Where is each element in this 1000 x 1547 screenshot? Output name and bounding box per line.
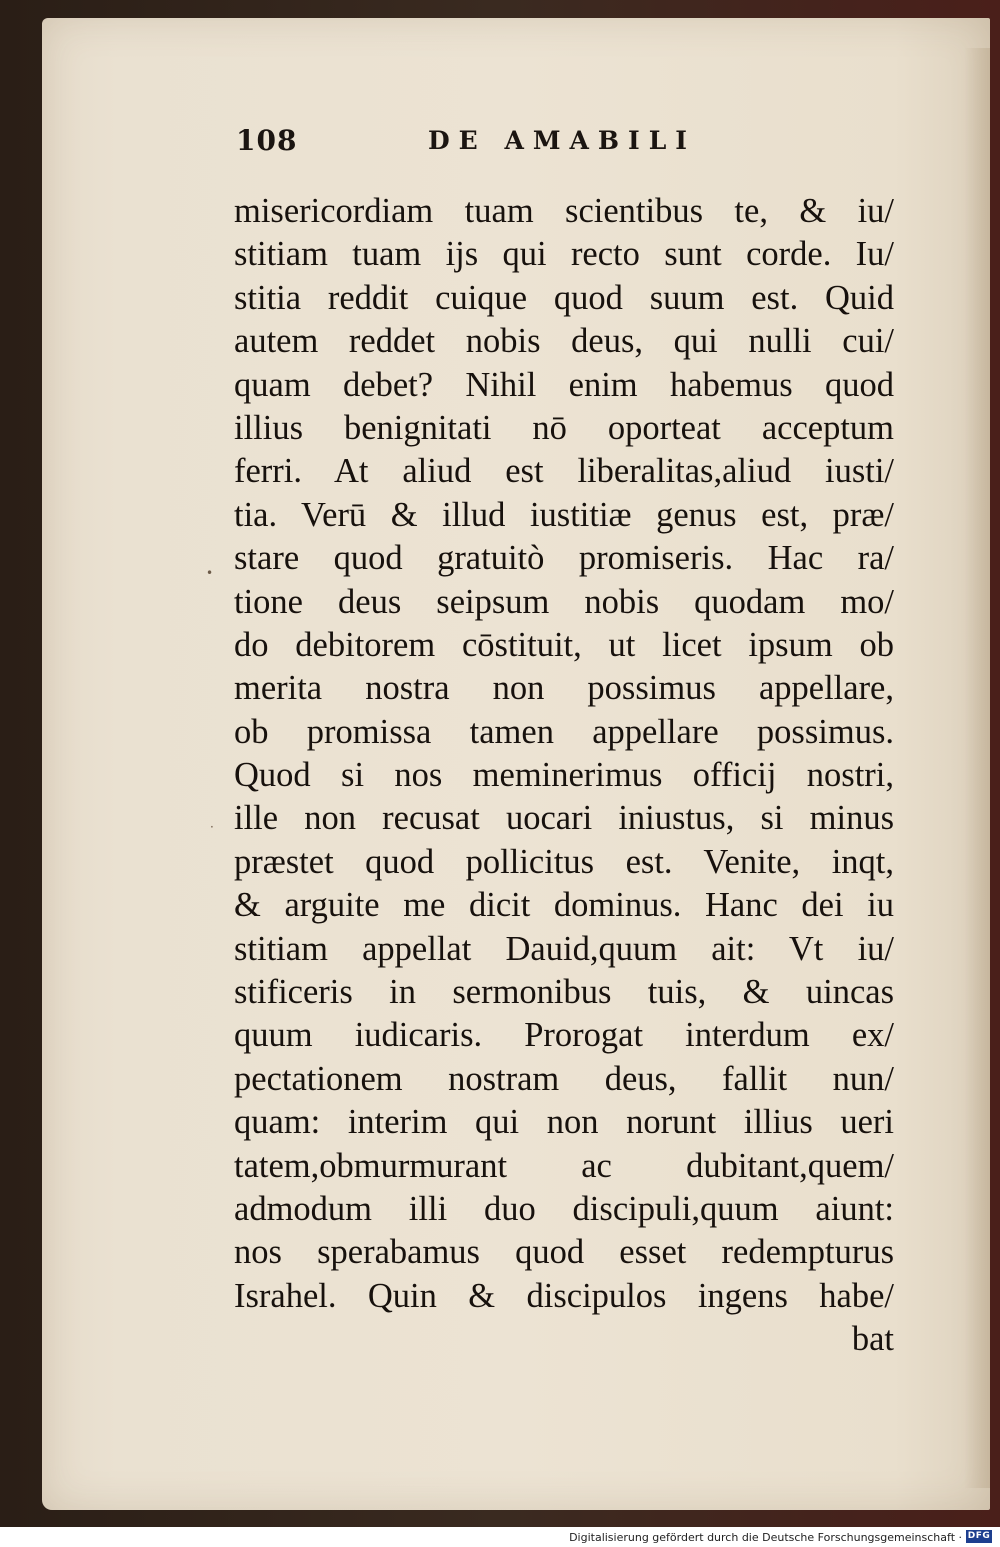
- text-line: illius benignitati nō oporteat acceptum: [234, 408, 894, 447]
- page-edge-shadow: [964, 48, 990, 1488]
- body-text: [234, 190, 894, 1362]
- text-line: Quod si nos meminerimus officij nostri,: [234, 756, 894, 795]
- text-line: stitia reddit cuique quod suum est. Quid: [234, 278, 894, 317]
- text-line: nos sperabamus quod esset redempturus: [234, 1233, 894, 1272]
- running-title: DE AMABILI: [428, 126, 697, 155]
- text-line: stitiam appellat Dauid,quum ait: Vt iu/: [234, 929, 894, 968]
- text-line: merita nostra non possimus appellare,: [234, 669, 894, 708]
- text-line: & arguite me dicit dominus. Hanc dei iu: [234, 886, 894, 925]
- text-line: tia. Verū & illud iustitiæ genus est, præ/: [234, 495, 894, 534]
- text-line: quum iudicaris. Prorogat interdum ex/: [234, 1016, 894, 1055]
- footer-bar: [0, 1527, 1000, 1547]
- margin-dot: ·: [210, 820, 214, 834]
- dfg-logo: DFG: [967, 1531, 991, 1541]
- text-line: pectationem nostram deus, fallit nun/: [234, 1059, 894, 1098]
- text-line: ob promissa tamen appellare possimus.: [234, 712, 894, 751]
- text-line: tione deus seipsum nobis quodam mo/: [234, 582, 894, 621]
- text-line: admodum illi duo discipuli,quum aiunt:: [234, 1189, 894, 1228]
- page-number: 108: [236, 124, 298, 157]
- funding-credit: Digitalisierung gefördert durch die Deutsche Forschungsgemeinschaft ·: [569, 1531, 962, 1544]
- text-line: ille non recusat uocari iniustus, si minus: [234, 799, 894, 838]
- text-line: stare quod gratuitò promiseris. Hac ra/: [234, 539, 894, 578]
- text-line: do debitorem cōstituit, ut licet ipsum ob: [234, 625, 894, 664]
- text-line: autem reddet nobis deus, qui nulli cui/: [234, 322, 894, 361]
- text-line: Israhel. Quin & discipulos ingens habe/: [234, 1276, 894, 1315]
- margin-dot: •: [206, 566, 214, 580]
- catchword: bat: [851, 1320, 894, 1359]
- text-line: quam debet? Nihil enim habemus quod: [234, 365, 894, 404]
- text-line: misericordiam tuam scientibus te, & iu/: [234, 192, 894, 230]
- text-line: stificeris in sermonibus tuis, & uincas: [234, 973, 894, 1012]
- text-line: tatem,obmurmurant ac dubitant,quem/: [234, 1146, 894, 1185]
- page-header: [236, 124, 756, 164]
- text-line: quam: interim qui non norunt illius ueri: [234, 1103, 894, 1142]
- text-line: præstet quod pollicitus est. Venite, inqt,: [234, 842, 894, 881]
- text-line: stitiam tuam ijs qui recto sunt corde. Iu/: [234, 235, 894, 274]
- text-line: ferri. At aliud est liberalitas,aliud iusti/: [234, 452, 894, 491]
